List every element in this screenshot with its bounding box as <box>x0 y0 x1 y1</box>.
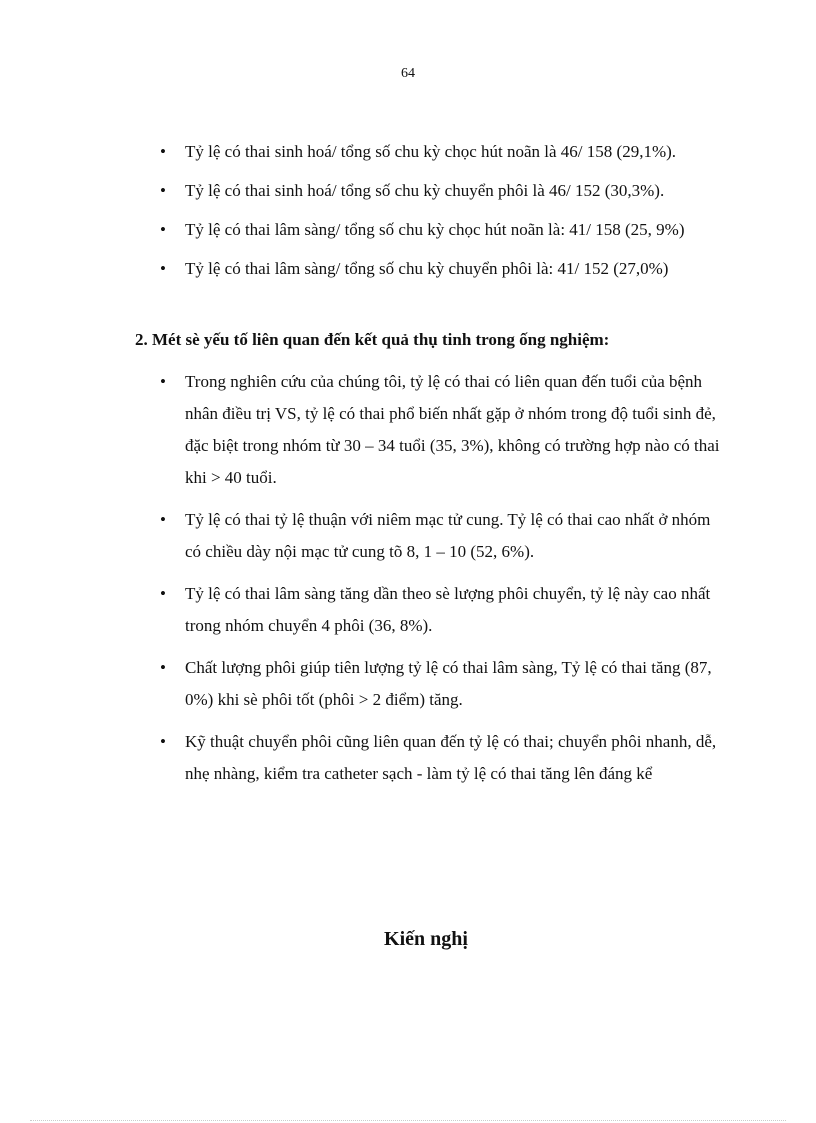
list-item <box>160 175 722 207</box>
list-item-text: Tỷ lệ có thai tỷ lệ thuận với niêm mạc tử cung. Tỷ lệ có thai cao nhất ở nhóm có chiều dày nội mạc tử cung tõ 8, 1 – 10 (52, 6%). <box>185 510 711 561</box>
list-item <box>160 366 722 494</box>
bullet-icon: • <box>160 510 166 529</box>
page-bottom-divider <box>30 1120 786 1121</box>
recommendation-title: Kiến nghị <box>384 928 468 950</box>
list-item <box>160 726 722 790</box>
bullet-icon: • <box>160 658 166 677</box>
factors-list <box>160 366 722 800</box>
bullet-icon: • <box>160 372 166 391</box>
bullet-icon: • <box>160 181 166 200</box>
bullet-icon: • <box>160 259 166 278</box>
list-item <box>160 136 722 168</box>
list-item <box>160 504 722 568</box>
bullet-icon: • <box>160 732 166 751</box>
list-item-text: Trong nghiên cứu của chúng tôi, tỷ lệ có thai có liên quan đến tuổi của bệnh nhân điều trị VS, tỷ lệ có thai phổ biến nhất gặp ở nhóm trong độ tuổi sinh đẻ, đặc biệt trong nhóm từ 30 – 34 tuổi (35, 3%), không có trường hợp nào có thai khi > 40 tuổi. <box>185 372 720 487</box>
summary-list <box>160 136 722 292</box>
list-item-text: Tỷ lệ có thai sinh hoá/ tổng số chu kỳ chọc hút noãn là 46/ 158 (29,1%). <box>185 142 677 161</box>
list-item-text: Tỷ lệ có thai sinh hoá/ tổng số chu kỳ chuyển phôi là 46/ 152 (30,3%). <box>185 181 665 200</box>
bullet-icon: • <box>160 220 166 239</box>
bullet-icon: • <box>160 584 166 603</box>
list-item <box>160 253 722 285</box>
list-item <box>160 578 722 642</box>
list-item-text: Tỷ lệ có thai lâm sàng tăng dần theo sè lượng phôi chuyển, tỷ lệ này cao nhất trong nhóm chuyển 4 phôi (36, 8%). <box>185 584 711 635</box>
list-item-text: Kỹ thuật chuyển phôi cũng liên quan đến tỷ lệ có thai; chuyển phôi nhanh, dễ, nhẹ nhàng, kiểm tra catheter sạch - làm tỷ lệ có thai tăng lên đáng kể <box>185 732 717 783</box>
list-item <box>160 652 722 716</box>
bullet-icon: • <box>160 142 166 161</box>
page-number: 64 <box>401 66 415 81</box>
list-item-text: Tỷ lệ có thai lâm sàng/ tổng số chu kỳ chọc hút noãn là: 41/ 158 (25, 9%) <box>185 220 685 239</box>
list-item-text: Tỷ lệ có thai lâm sàng/ tổng số chu kỳ chuyển phôi là: 41/ 152 (27,0%) <box>185 259 669 278</box>
list-item <box>160 214 722 246</box>
section-heading: 2. Mét sè yếu tố liên quan đến kết quả thụ tinh trong ống nghiệm: <box>135 330 610 349</box>
list-item-text: Chất lượng phôi giúp tiên lượng tỷ lệ có thai lâm sàng, Tỷ lệ có thai tăng (87, 0%) khi sè phôi tốt (phôi > 2 điểm) tăng. <box>185 658 712 709</box>
